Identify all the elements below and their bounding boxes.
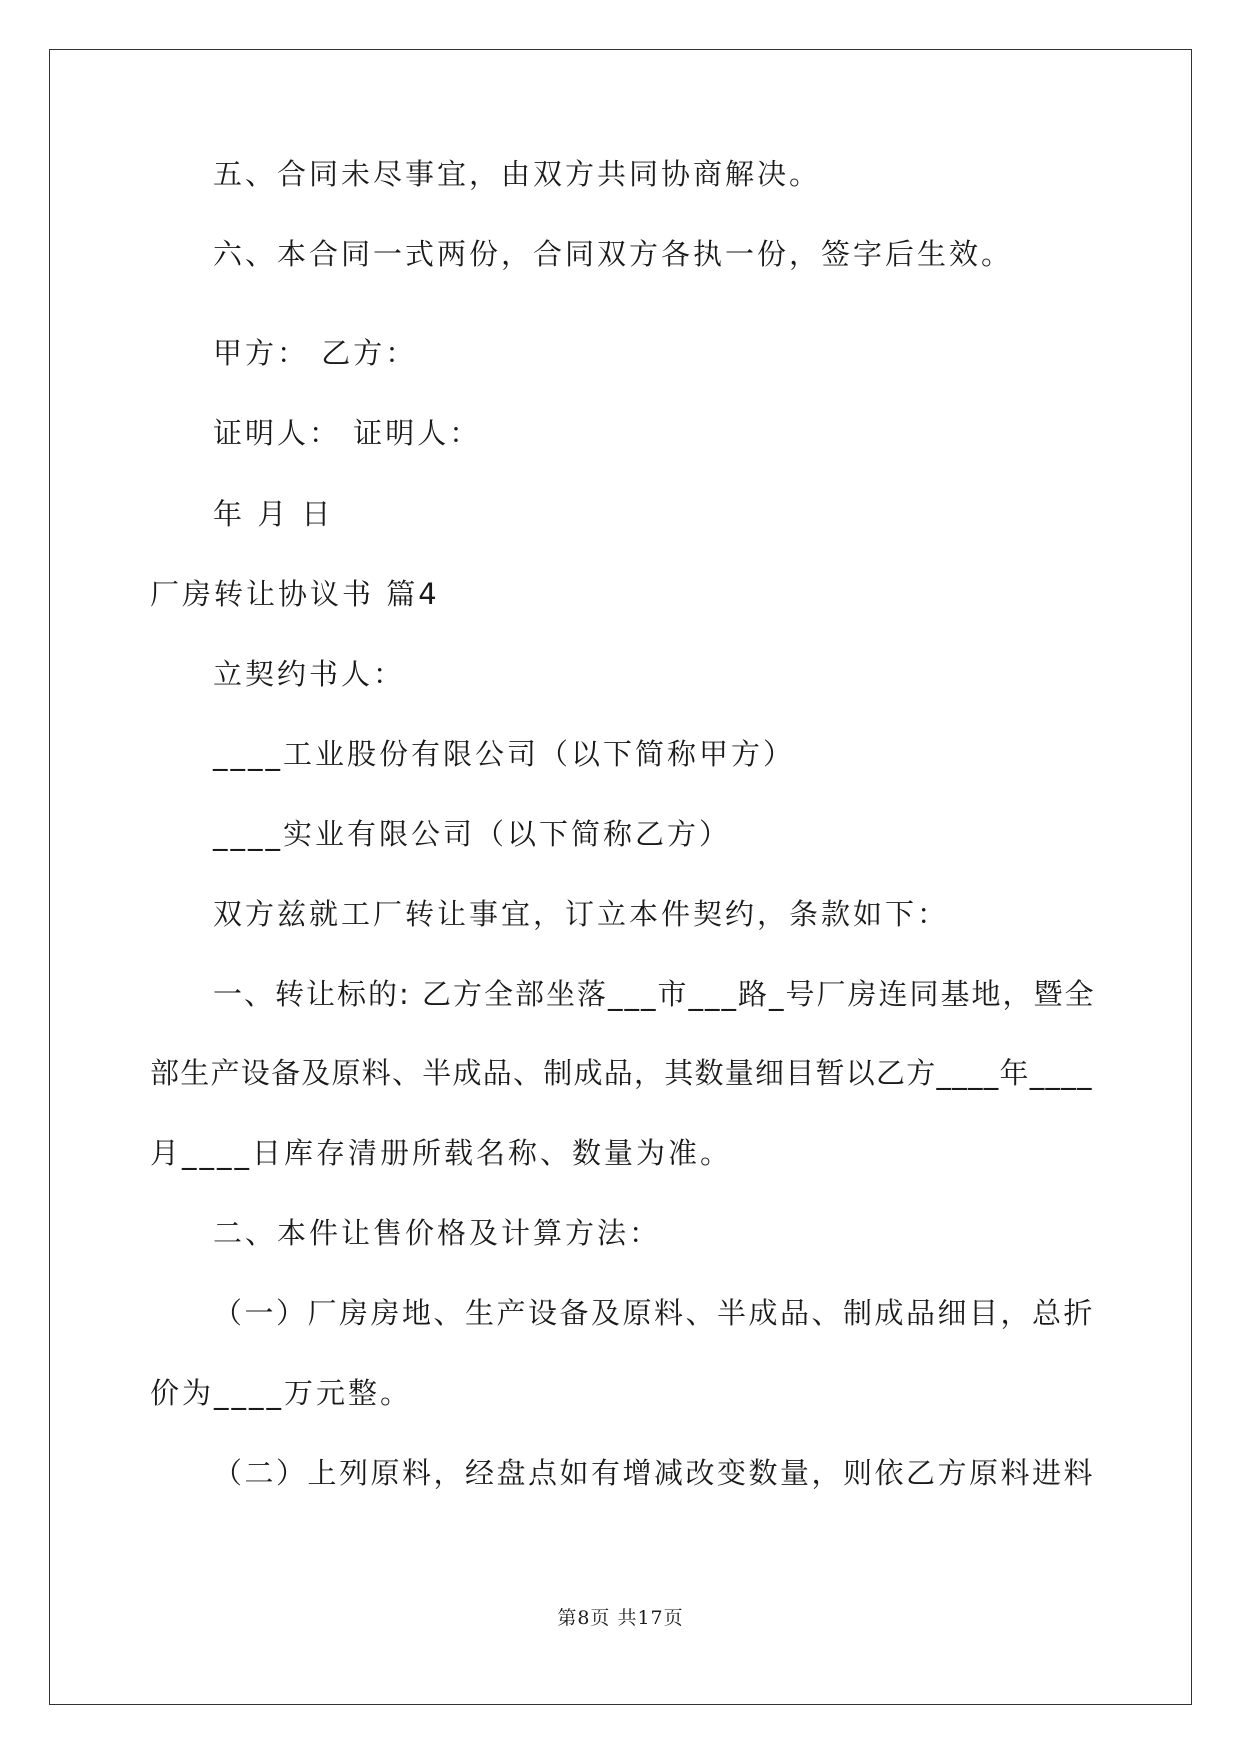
contract-intro: 双方兹就工厂转让事宜，订立本件契约，条款如下： (213, 897, 950, 931)
clause-2-item-2-line-1: （二）上列原料，经盘点如有增减改变数量，则依乙方原料进料 (213, 1456, 1096, 1490)
party-b: ____实业有限公司（以下简称乙方） (213, 817, 732, 851)
clause-2-item-1-line-2: 价为____万元整。 (150, 1376, 413, 1410)
contract-party-heading: 立契约书人： (213, 657, 406, 691)
clause-2-heading: 二、本件让售价格及计算方法： (213, 1216, 662, 1250)
section-title: 厂房转让协议书 篇4 (150, 577, 440, 611)
clause-2-item-1-line-1: （一）厂房房地、生产设备及原料、半成品、制成品细目，总折 (213, 1296, 1096, 1330)
signature-parties: 甲方： 乙方： (213, 336, 418, 370)
page-number: 第8页 共17页 (557, 1607, 684, 1629)
clause-1-line-3: 月____日库存清册所载名称、数量为准。 (150, 1136, 733, 1170)
clause-1-line-2: 部生产设备及原料、半成品、制成品，其数量细目暂以乙方____年____ (150, 1056, 1093, 1090)
clause-5: 五、合同未尽事宜，由双方共同协商解决。 (213, 157, 822, 191)
clause-6: 六、本合同一式两份，合同双方各执一份，签字后生效。 (213, 237, 1014, 271)
clause-1-line-1: 一、转让标的: 乙方全部坐落___市___路_号厂房连同基地，暨全 (213, 977, 1096, 1011)
signature-witnesses: 证明人： 证明人： (213, 416, 482, 450)
party-a: ____工业股份有限公司（以下简称甲方） (213, 737, 796, 771)
signature-date: 年 月 日 (213, 497, 334, 531)
